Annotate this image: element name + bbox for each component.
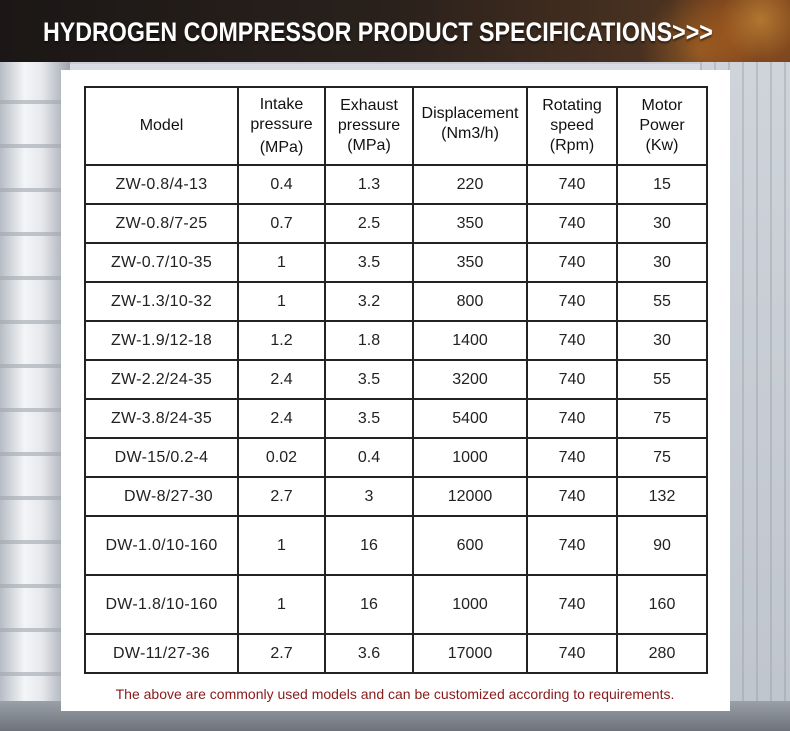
cell-rotating-speed: 740: [527, 477, 617, 516]
cell-exhaust-pressure: 1.8: [325, 321, 413, 360]
column-header-displacement: [413, 87, 527, 165]
cell-exhaust-pressure: 3.5: [325, 399, 413, 438]
cell-displacement: 350: [413, 204, 527, 243]
cell-model: ZW-0.7/10-35: [85, 243, 238, 282]
cell-intake-pressure: 2.4: [238, 360, 325, 399]
cell-exhaust-pressure: 16: [325, 575, 413, 634]
table-row: [85, 438, 707, 477]
table-row: [85, 282, 707, 321]
cell-rotating-speed: 740: [527, 165, 617, 204]
page-title-text: HYDROGEN COMPRESSOR PRODUCT SPECIFICATIONS: [43, 17, 673, 47]
column-header-line: Motor: [641, 97, 683, 114]
cell-model: DW-11/27-36: [85, 634, 238, 673]
cell-displacement: 350: [413, 243, 527, 282]
table-row: [85, 516, 707, 575]
spec-table: [84, 86, 708, 674]
cell-motor-power: 30: [617, 204, 707, 243]
cell-displacement: 800: [413, 282, 527, 321]
cell-model: DW-1.8/10-160: [85, 575, 238, 634]
column-header-line: (Rpm): [549, 137, 595, 154]
cell-rotating-speed: 740: [527, 360, 617, 399]
page-title: [43, 14, 713, 50]
cell-intake-pressure: 1: [238, 243, 325, 282]
table-row: [85, 204, 707, 243]
table-row: [85, 165, 707, 204]
table-row: [85, 575, 707, 634]
cell-motor-power: 132: [617, 477, 707, 516]
cell-exhaust-pressure: 3.5: [325, 243, 413, 282]
cell-motor-power: 15: [617, 165, 707, 204]
cell-intake-pressure: 1: [238, 516, 325, 575]
cell-displacement: 600: [413, 516, 527, 575]
cell-exhaust-pressure: 3: [325, 477, 413, 516]
column-header-line: Intake: [259, 95, 304, 113]
footnote: The above are commonly used models and can be customized according to requirements.: [115, 686, 675, 702]
cell-displacement: 220: [413, 165, 527, 204]
table-row: [85, 243, 707, 282]
column-header-line: Power: [639, 117, 685, 134]
cell-rotating-speed: 740: [527, 243, 617, 282]
header-banner: [0, 0, 790, 62]
cell-intake-pressure: 1: [238, 282, 325, 321]
cell-intake-pressure: 0.7: [238, 204, 325, 243]
cell-intake-pressure: 2.4: [238, 399, 325, 438]
cell-rotating-speed: 740: [527, 516, 617, 575]
column-header-model-text: Model: [139, 117, 184, 134]
column-header-model: [85, 87, 238, 165]
cell-motor-power: 30: [617, 321, 707, 360]
cell-displacement: 3200: [413, 360, 527, 399]
table-row: [85, 360, 707, 399]
cell-intake-pressure: 0.4: [238, 165, 325, 204]
cell-model: ZW-0.8/4-13: [85, 165, 238, 204]
cell-rotating-speed: 740: [527, 282, 617, 321]
cell-model: ZW-2.2/24-35: [85, 360, 238, 399]
cell-model: ZW-1.3/10-32: [85, 282, 238, 321]
table-row: [85, 634, 707, 673]
cell-motor-power: 75: [617, 399, 707, 438]
cell-rotating-speed: 740: [527, 438, 617, 477]
cell-exhaust-pressure: 16: [325, 516, 413, 575]
cell-exhaust-pressure: 2.5: [325, 204, 413, 243]
cell-exhaust-pressure: 1.3: [325, 165, 413, 204]
column-header-line: Rotating: [542, 97, 602, 114]
cell-model: DW-15/0.2-4: [85, 438, 238, 477]
column-header-exhaust-pressure: [325, 87, 413, 165]
cell-exhaust-pressure: 0.4: [325, 438, 413, 477]
cell-exhaust-pressure: 3.5: [325, 360, 413, 399]
cell-rotating-speed: 740: [527, 634, 617, 673]
column-header-line: (Nm3/h): [441, 125, 499, 142]
cell-motor-power: 90: [617, 516, 707, 575]
column-header-line: (MPa): [259, 138, 304, 156]
cell-rotating-speed: 740: [527, 399, 617, 438]
background-pillar: [0, 60, 70, 731]
cell-rotating-speed: 740: [527, 204, 617, 243]
cell-motor-power: 30: [617, 243, 707, 282]
cell-rotating-speed: 740: [527, 575, 617, 634]
cell-motor-power: 75: [617, 438, 707, 477]
column-header-rotating-speed: [527, 87, 617, 165]
cell-model: DW-1.0/10-160: [85, 516, 238, 575]
cell-model: ZW-3.8/24-35: [85, 399, 238, 438]
column-header-line: speed: [550, 117, 594, 134]
cell-displacement: 12000: [413, 477, 527, 516]
column-header-line: (MPa): [347, 137, 391, 154]
cell-motor-power: 55: [617, 360, 707, 399]
cell-motor-power: 55: [617, 282, 707, 321]
cell-intake-pressure: 1: [238, 575, 325, 634]
cell-intake-pressure: 1.2: [238, 321, 325, 360]
cell-model: ZW-0.8/7-25: [85, 204, 238, 243]
table-row: [85, 477, 707, 516]
cell-motor-power: 160: [617, 575, 707, 634]
column-header-line: pressure: [337, 117, 401, 134]
cell-displacement: 1000: [413, 438, 527, 477]
column-header-line: (Kw): [645, 137, 679, 154]
cell-displacement: 17000: [413, 634, 527, 673]
column-header-line: pressure: [250, 115, 313, 133]
column-header-intake-pressure: [238, 87, 325, 165]
cell-intake-pressure: 2.7: [238, 477, 325, 516]
cell-displacement: 5400: [413, 399, 527, 438]
cell-intake-pressure: 2.7: [238, 634, 325, 673]
column-header-line: Exhaust: [340, 97, 398, 114]
cell-displacement: 1400: [413, 321, 527, 360]
cell-exhaust-pressure: 3.6: [325, 634, 413, 673]
cell-motor-power: 280: [617, 634, 707, 673]
cell-model: ZW-1.9/12-18: [85, 321, 238, 360]
table-row: [85, 399, 707, 438]
cell-exhaust-pressure: 3.2: [325, 282, 413, 321]
cell-displacement: 1000: [413, 575, 527, 634]
column-header-motor-power: [617, 87, 707, 165]
column-header-line: Displacement: [421, 105, 519, 122]
table-header-row: [85, 87, 707, 165]
cell-rotating-speed: 740: [527, 321, 617, 360]
title-arrows: >>>: [672, 17, 713, 47]
cell-intake-pressure: 0.02: [238, 438, 325, 477]
cell-model: DW-8/27-30: [85, 477, 238, 516]
table-row: [85, 321, 707, 360]
